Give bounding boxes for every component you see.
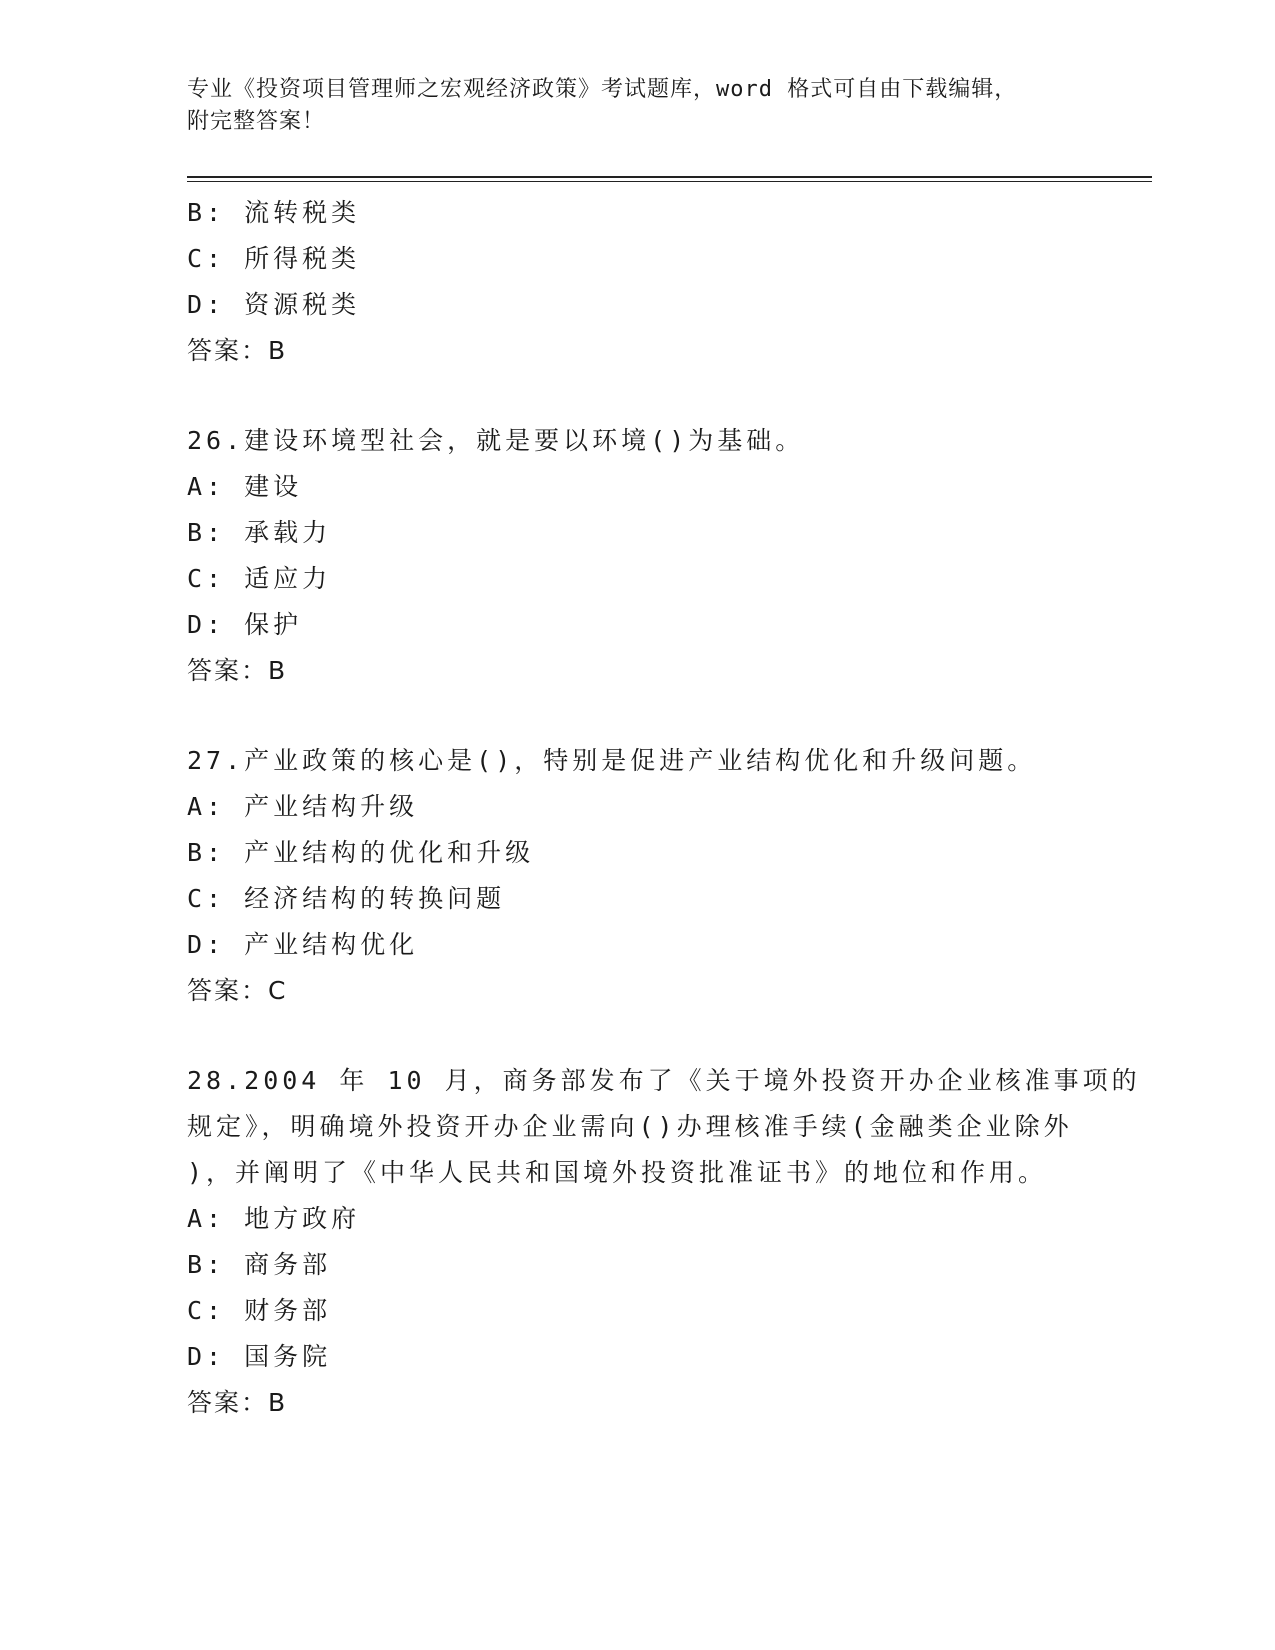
question-text: 27.产业政策的核心是()，特别是促进产业结构优化和升级问题。 — [187, 746, 1037, 775]
header-divider-thin — [187, 181, 1152, 182]
option-d: D: 保护 — [187, 610, 303, 639]
answer-line: 答案：C — [187, 976, 288, 1005]
question-text-line-3: )，并阐明了《中华人民共和国境外投资批准证书》的地位和作用。 — [187, 1158, 1048, 1187]
spacer — [187, 374, 1087, 418]
question-text-line-1: 28.2004 年 10 月，商务部发布了《关于境外投资开办企业核准事项的 — [187, 1066, 1141, 1095]
question-28 — [187, 1058, 1141, 1426]
question-text-line-2: 规定》，明确境外投资开办企业需向()办理核准手续(金融类企业除外 — [187, 1112, 1073, 1141]
option-a: A: 建设 — [187, 472, 303, 501]
header-divider-thick — [187, 176, 1152, 178]
document-header — [187, 74, 1087, 138]
option-c: C: 经济结构的转换问题 — [187, 884, 506, 913]
option-a: A: 地方政府 — [187, 1204, 361, 1233]
answer-line: 答案：B — [187, 1388, 288, 1417]
answer-line: 答案：B — [187, 656, 288, 685]
option-d: D: 资源税类 — [187, 290, 361, 319]
question-text: 26.建设环境型社会，就是要以环境()为基础。 — [187, 426, 805, 455]
option-c: C: 财务部 — [187, 1296, 332, 1325]
answer-line: 答案：B — [187, 336, 288, 365]
option-b: B: 产业结构的优化和升级 — [187, 838, 535, 867]
option-b: B: 流转税类 — [187, 198, 361, 227]
option-d: D: 产业结构优化 — [187, 930, 419, 959]
option-d: D: 国务院 — [187, 1342, 332, 1371]
header-line-1: 专业《投资项目管理师之宏观经济政策》考试题库，word 格式可自由下载编辑， — [187, 77, 1018, 102]
spacer — [187, 1014, 1087, 1058]
question-26 — [187, 418, 1087, 694]
question-list — [187, 190, 1141, 1426]
spacer — [187, 694, 1087, 738]
option-b: B: 承载力 — [187, 518, 332, 547]
partial-question — [187, 190, 1087, 374]
option-a: A: 产业结构升级 — [187, 792, 419, 821]
question-27 — [187, 738, 1087, 1014]
option-c: C: 所得税类 — [187, 244, 361, 273]
header-line-2: 附完整答案！ — [187, 109, 326, 134]
option-b: B: 商务部 — [187, 1250, 332, 1279]
option-c: C: 适应力 — [187, 564, 332, 593]
